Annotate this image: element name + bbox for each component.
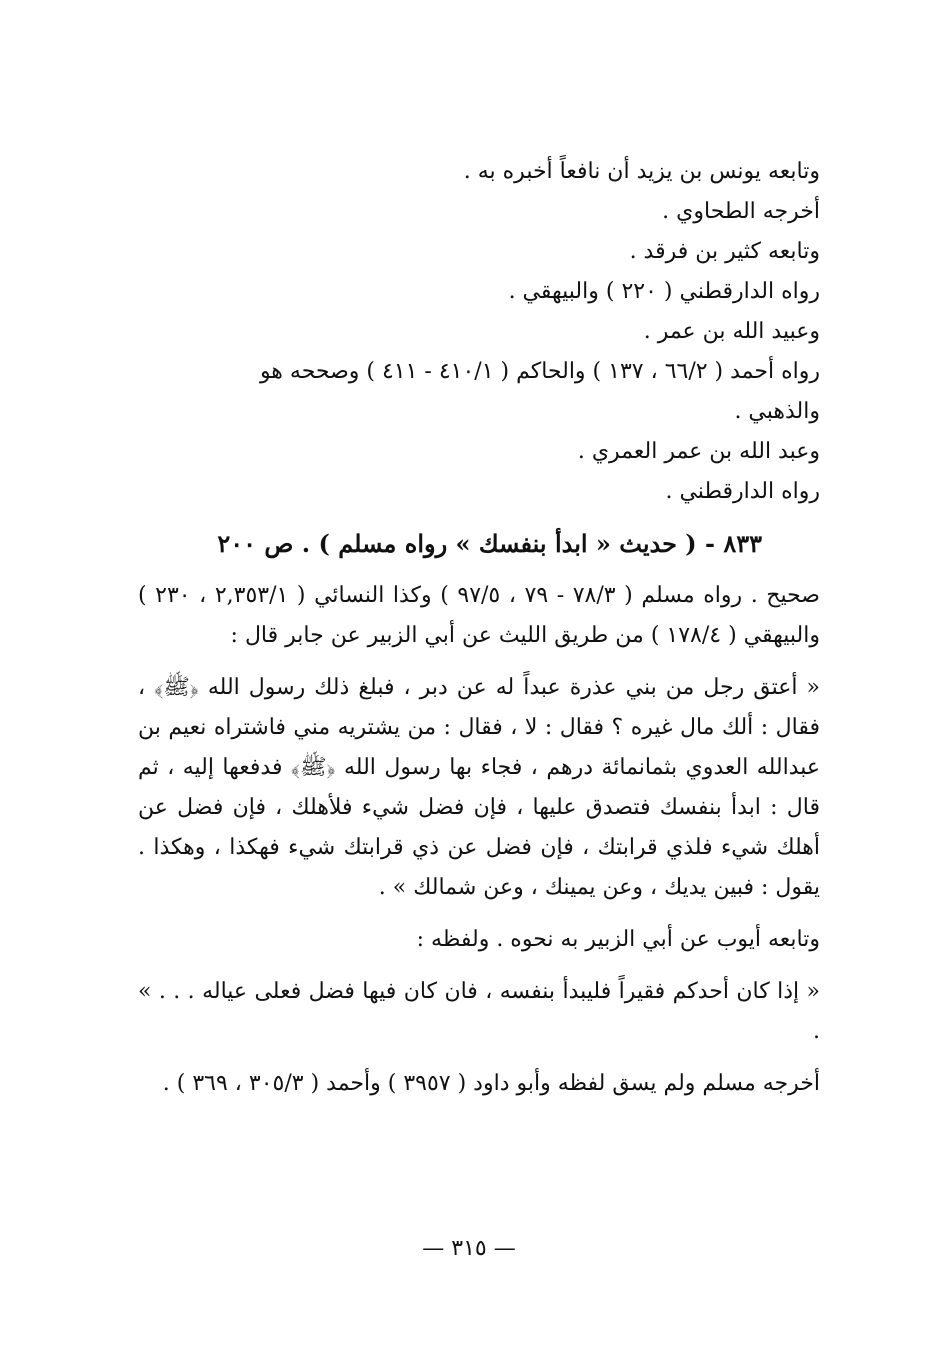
text-line: رواه الدارقطني ( ٢٢٠ ) والبيهقي .: [508, 279, 820, 304]
text-line: وتابعه كثير بن فرقد .: [629, 239, 820, 264]
text-line: وتابعه يونس بن يزيد أن نافعاً أخبره به .: [463, 159, 820, 184]
text-line: وعبد الله بن عمر العمري .: [577, 439, 820, 464]
text-line: رواه الدارقطني .: [665, 479, 820, 504]
text-line: وتابعه أيوب عن أبي الزبير به نحوه . ولفظه :: [416, 927, 820, 952]
text-line: أخرجه الطحاوي .: [662, 199, 820, 224]
hadith-heading: ٨٣٣ - ( حديث « ابدأ بنفسك » رواه مسلم ) . ص ٢٠٠: [217, 529, 762, 558]
hadith-text: « أعتق رجل من بني عذرة عبداً له عن دبر ، فبلغ ذلك رسول الله ﴿ﷺ﴾ ، فقال : ألك مال غيره ؟ فقال : لا ، فقال : من يشتريه مني فاشتراه نعيم بن عبدالله العدوي بثمانمائة درهم ، فجاء بها رسول الله ﴿ﷺ﴾ فدفعها إليه ، ثم قال : ابدأ بنفسك فتصدق عليها ، فإن فضل شيء فلأهلك ، فإن فضل عن أهلك شيء فلذي قرابتك ، فإن فضل عن ذي قرابتك شيء فهكذا ، وهكذا . يقول : فبين يديك ، وعن يمينك ، وعن شمالك » .: [138, 675, 820, 900]
text-line: والذهبي .: [734, 399, 820, 424]
page-body: [138, 152, 820, 1104]
takhrij-paragraph: أخرجه مسلم ولم يسق لفظه وأبو داود ( ٣٩٥٧ ) وأحمد ( ٣٠٥/٣ ، ٣٦٩ ) .: [162, 1071, 820, 1096]
hadith-text: « إذا كان أحدكم فقيراً فليبدأ بنفسه ، فان كان فيها فضل فعلى عياله . . . » .: [138, 979, 820, 1044]
page-number: — ٣١٥ —: [422, 1236, 516, 1261]
text-line: رواه أحمد ( ٦٦/٢ ، ١٣٧ ) والحاكم ( ٤١٠/١ - ٤١١ ) وصححه هو: [259, 359, 820, 384]
takhrij-paragraph: صحيح . رواه مسلم ( ٧٨/٣ - ٧٩ ، ٩٧/٥ ) وكذا النسائي ( ٢,٣٥٣/١ ، ٢٣٠ ) والبيهقي ( ١٧٨/٤ ) من طريق الليث عن أبي الزبير عن جابر قال :: [138, 583, 820, 648]
text-line: وعبيد الله بن عمر .: [643, 319, 820, 344]
